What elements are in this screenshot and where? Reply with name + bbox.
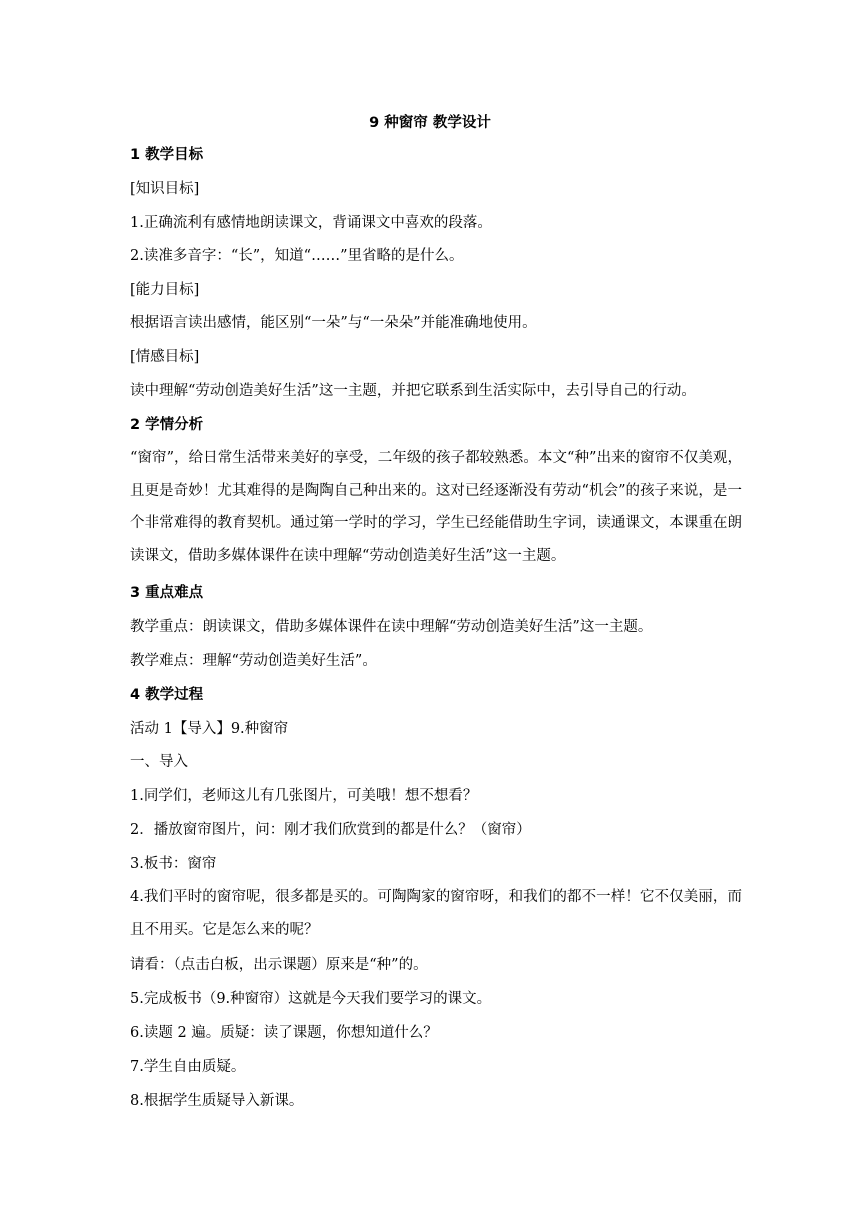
difficult-point: 教学难点：理解“劳动创造美好生活”。 xyxy=(130,653,377,669)
section-heading-objectives: 1 教学目标 xyxy=(130,147,204,163)
emotion-objective-tag: [情感目标] xyxy=(130,349,200,365)
ability-objective-tag: [能力目标] xyxy=(130,282,200,298)
process-step-8: 8.根据学生质疑导入新课。 xyxy=(130,1093,304,1109)
subsection-intro: 一、导入 xyxy=(130,754,188,770)
ability-objective-1: 根据语言读出感情，能区别“一朵”与“一朵朵”并能准确地使用。 xyxy=(130,315,537,331)
process-step-6: 6.读题 2 遍。质疑：读了课题，你想知道什么？ xyxy=(130,1025,438,1041)
process-step-4b: 请看：（点击白板，出示课题）原来是“种”的。 xyxy=(130,957,428,973)
process-step-4: 4.我们平时的窗帘呢，很多都是买的。可陶陶家的窗帘呀，和我们的都不一样！它不仅美丽，而且不用买。它是怎么来的呢？ xyxy=(130,889,742,938)
process-step-2: 2．播放窗帘图片，问：刚才我们欣赏到的都是什么？（窗帘） xyxy=(130,822,531,838)
emotion-objective-1: 读中理解“劳动创造美好生活”这一主题，并把它联系到生活实际中，去引导自己的行动。 xyxy=(130,383,696,399)
process-step-5: 5.完成板书（9.种窗帘）这就是今天我们要学习的课文。 xyxy=(130,991,492,1007)
analysis-paragraph: “窗帘”，给日常生活带来美好的享受，二年级的孩子都较熟悉。本文“种”出来的窗帘不仅美观，且更是奇妙！尤其难得的是陶陶自己种出来的。这对已经逐渐没有劳动“机会”的孩子来说，是一个非常难得的教育契机。通过第一学时的学习，学生已经能借助生字词，读通课文，本课重在朗读课文，借助多媒体课件在读中理解“劳动创造美好生活”这一主题。 xyxy=(130,450,742,564)
section-heading-analysis: 2 学情分析 xyxy=(130,417,204,433)
knowledge-objective-2: 2.读准多音字：“长”，知道“……”里省略的是什么。 xyxy=(130,248,464,264)
process-step-3: 3.板书：窗帘 xyxy=(130,856,217,872)
process-step-7: 7.学生自由质疑。 xyxy=(130,1059,246,1075)
section-heading-process: 4 教学过程 xyxy=(130,687,204,703)
process-step-1: 1.同学们，老师这儿有几张图片，可美哦！想不想看？ xyxy=(130,788,478,804)
activity-title: 活动 1【导入】9.种窗帘 xyxy=(130,721,289,737)
key-point: 教学重点：朗读课文，借助多媒体课件在读中理解“劳动创造美好生活”这一主题。 xyxy=(130,619,653,635)
knowledge-objective-tag: [知识目标] xyxy=(130,181,200,197)
section-heading-key-points: 3 重点难点 xyxy=(130,585,204,601)
knowledge-objective-1: 1.正确流利有感情地朗读课文，背诵课文中喜欢的段落。 xyxy=(130,215,492,231)
document-title: 9 种窗帘 教学设计 xyxy=(369,115,491,131)
